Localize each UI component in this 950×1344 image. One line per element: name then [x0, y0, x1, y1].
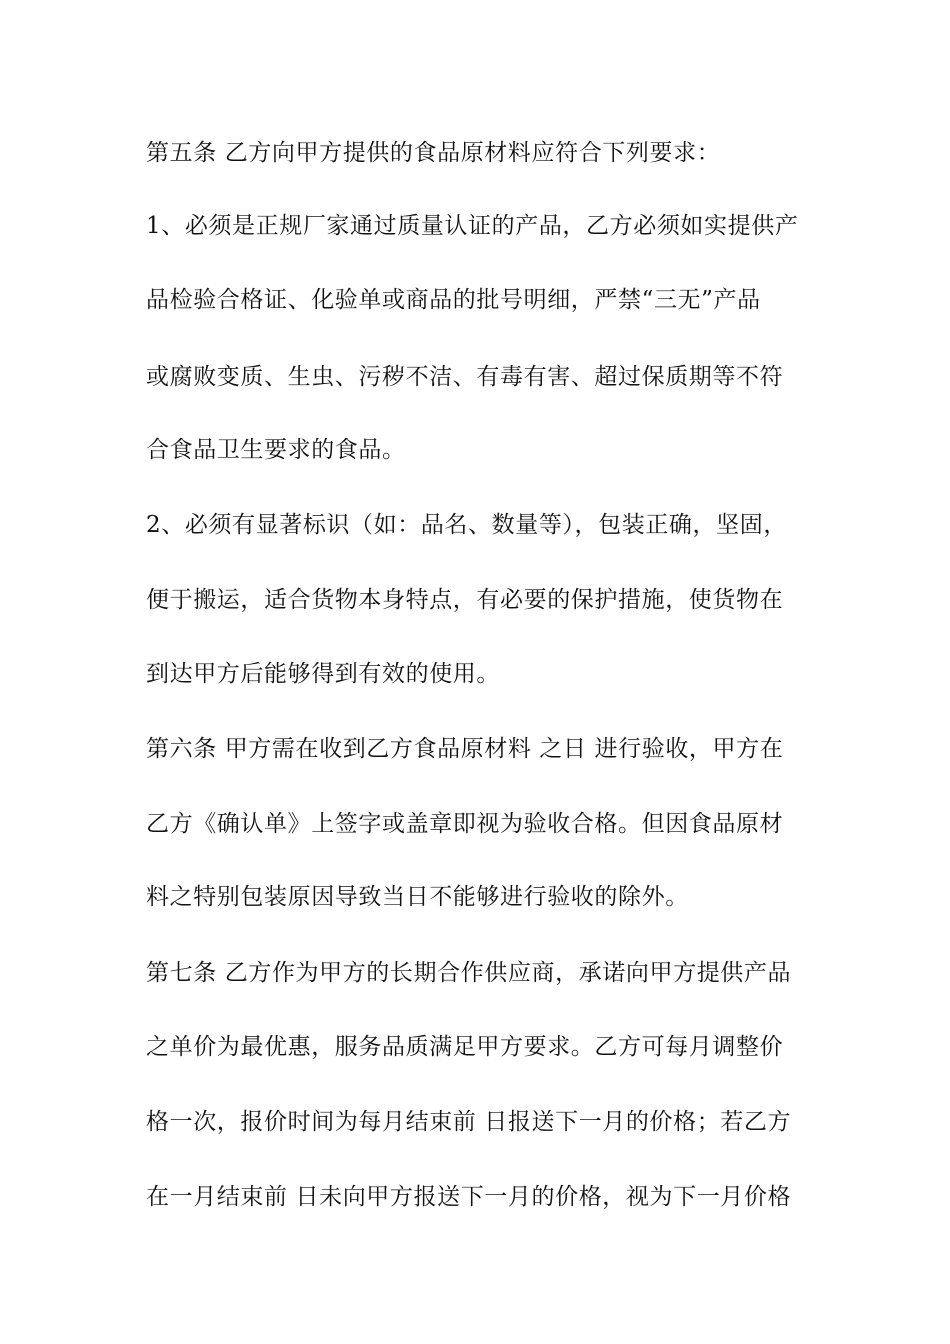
- text-line-15: 在一月结束前 日未向甲方报送下一月的价格，视为下一月价格: [146, 1184, 792, 1210]
- text-line-2: 1、必须是正规厂家通过质量认证的产品，乙方必须如实提供产: [146, 213, 799, 239]
- text-line-7: 便于搬运，适合货物本身特点，有必要的保护措施，使货物在: [146, 587, 784, 613]
- text-line-4: 或腐败变质、生虫、污秽不洁、有毒有害、超过保质期等不符: [146, 364, 784, 390]
- text-line-8: 到达甲方后能够得到有效的使用。: [146, 661, 500, 687]
- text-line-3: 品检验合格证、化验单或商品的批号明细，严禁“三无”产品: [146, 287, 761, 313]
- text-line-5: 合食品卫生要求的食品。: [146, 437, 406, 463]
- text-line-10: 乙方《确认单》上签字或盖章即视为验收合格。但因食品原材: [146, 811, 784, 837]
- text-line-11: 料之特别包装原因导致当日不能够进行验收的除外。: [146, 884, 689, 910]
- text-line-9: 第六条 甲方需在收到乙方食品原材料 之日 进行验收，甲方在: [146, 736, 784, 762]
- text-line-6: 2、必须有显著标识（如：品名、数量等），包装正确，坚固，: [146, 512, 787, 538]
- text-line-12: 第七条 乙方作为甲方的长期合作供应商，承诺向甲方提供产品: [146, 960, 792, 986]
- text-line-13: 之单价为最优惠，服务品质满足甲方要求。乙方可每月调整价: [146, 1034, 784, 1060]
- text-line-1: 第五条 乙方向甲方提供的食品原材料应符合下列要求：: [146, 140, 721, 166]
- text-line-14: 格一次，报价时间为每月结束前 日报送下一月的价格；若乙方: [146, 1109, 792, 1135]
